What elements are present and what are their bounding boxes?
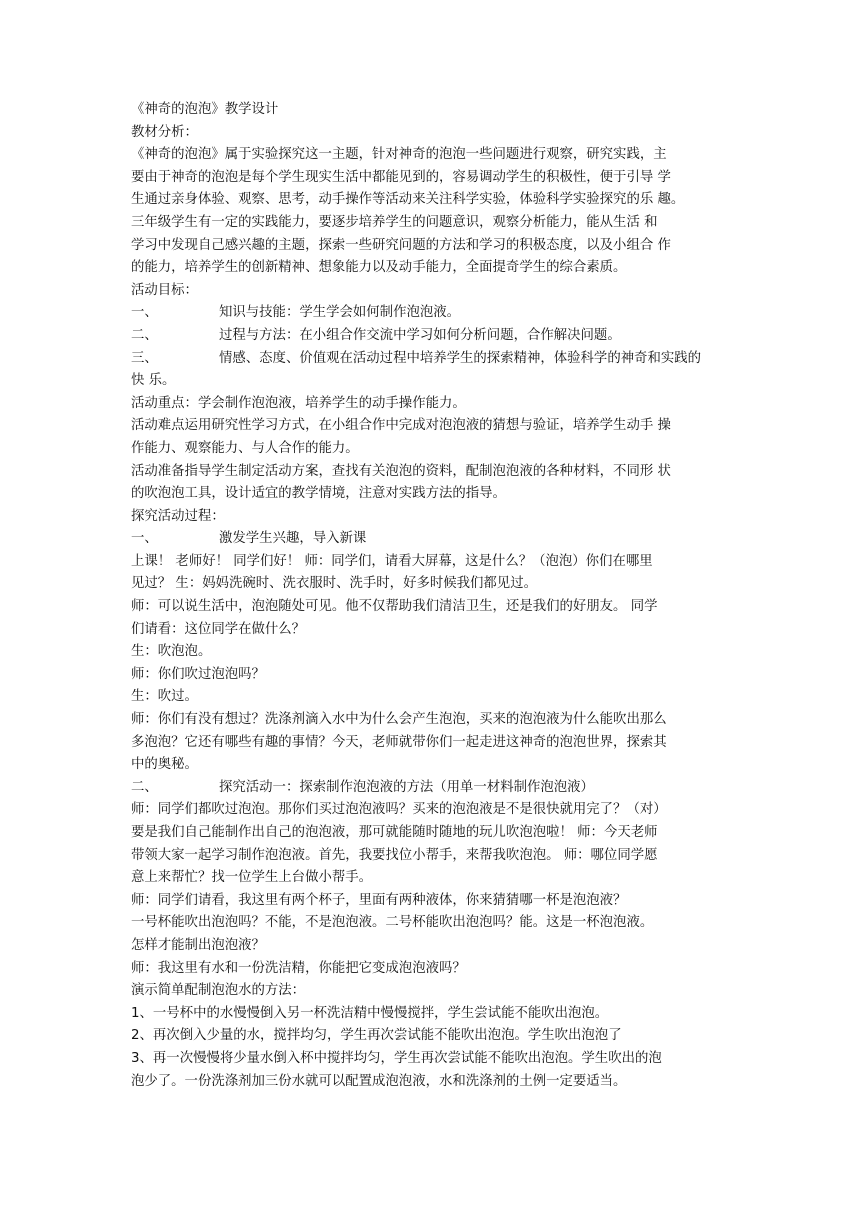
dialogue-line: 们请看：这位同学在做什么？ xyxy=(131,621,306,637)
dialogue-line: 师：可以说生活中，泡泡随处可见。他不仅帮助我们清洁卫生，还是我们的好朋友。 同学 xyxy=(131,599,658,615)
dialogue-line: 多泡泡？它还有哪些有趣的事情？今天，老师就带你们一起走进这神奇的泡泡世界，探索其 xyxy=(131,734,667,750)
dialogue-line: 3、再一次慢慢将少量水倒入杯中搅拌均匀，学生再次尝试能不能吹出泡泡。学生吹出的泡 xyxy=(131,1050,662,1066)
goal-text: 过程与方法：在小组合作交流中学习如何分析问题，合作解决问题。 xyxy=(219,327,621,343)
dialogue-line: 要是我们自己能制作出自己的泡泡液，那可就能随时随地的玩儿吹泡泡啦！ 师：今天老师 xyxy=(131,825,658,840)
difficulty-line: 活动难点运用研究性学习方式，在小组合作中完成对泡泡液的猜想与验证，培养学生动手 操 xyxy=(131,418,671,434)
dialogue-line: 1、一号杯中的水慢慢倒入另一杯洗洁精中慢慢搅拌，学生尝试能不能吹出泡泡。 xyxy=(131,1005,609,1021)
dialogue-line: 师：你们吹过泡泡吗？ xyxy=(131,666,265,682)
goal-number: 三、 xyxy=(131,350,158,366)
material-line: 学习中发现自己感兴趣的主题，探索一些研究问题的方法和学习的积极态度，以及小组合 作 xyxy=(131,237,671,253)
dialogue-line: 带领大家一起学习制作泡泡液。首先，我要找位小帮手，来帮我吹泡泡。 师：哪位同学愿 xyxy=(131,847,658,863)
material-line: 的能力，培养学生的创新精神、想象能力以及动手能力，全面提奇学生的综合素质。 xyxy=(131,260,627,276)
material-line: 生通过亲身体验、观察、思考，动手操作等活动来关注科学实验，体验科学实验探究的乐 趣。 xyxy=(131,192,685,208)
document-title: 《神奇的泡泡》教学设计 xyxy=(131,102,279,117)
dialogue-line: 意上来帮忙？找一位学生上台做小帮手。 xyxy=(131,870,373,886)
dialogue-line: 师：同学们都吹过泡泡。那你们买过泡泡液吗？买来的泡泡液是不是很快就用完了？（对） xyxy=(131,802,667,818)
goal-text: 情感、态度、价值观在活动过程中培养学生的探索精神，体验科学的神奇和实践的 xyxy=(219,350,702,366)
step-text: 探究活动一：探索制作泡泡液的方法（用单一材料制作泡泡液） xyxy=(219,779,594,795)
dialogue-line: 2、再次倒入少量的水，搅拌均匀，学生再次尝试能不能吹出泡泡。学生吹出泡泡了 xyxy=(131,1028,622,1044)
dialogue-line: 怎样才能制出泡泡液？ xyxy=(131,937,265,953)
goal-number: 一、 xyxy=(131,305,158,321)
dialogue-line: 生：吹过。 xyxy=(131,689,198,705)
key-point: 活动重点：学会制作泡泡液，培养学生的动手操作能力。 xyxy=(131,395,466,411)
dialogue-line: 演示简单配制泡泡水的方法： xyxy=(131,983,306,999)
dialogue-line: 师：我这里有水和一份洗洁精，你能把它变成泡泡液吗？ xyxy=(131,960,466,976)
prep-line: 的吹泡泡工具，设计适宜的教学情境，注意对实践方法的指导。 xyxy=(131,486,506,502)
difficulty-line: 作能力、观察能力、与人合作的能力。 xyxy=(131,440,359,456)
step-text: 激发学生兴趣，导入新课 xyxy=(219,531,367,547)
step-number: 二、 xyxy=(131,779,158,795)
process-step xyxy=(131,777,731,800)
section-heading-goals: 活动目标： xyxy=(131,282,198,298)
dialogue-line: 生：吹泡泡。 xyxy=(131,644,212,660)
step-number: 一、 xyxy=(131,531,158,547)
dialogue-line: 中的奥秘。 xyxy=(131,757,198,773)
document-page xyxy=(131,99,731,1093)
section-heading-material: 教材分析： xyxy=(131,124,198,140)
goal-text: 知识与技能：学生学会如何制作泡泡液。 xyxy=(219,305,461,321)
material-line: 《神奇的泡泡》属于实验探究这一主题，针对神奇的泡泡一些问题进行观察，研究实践，主 xyxy=(131,147,667,163)
goal-item xyxy=(131,302,731,325)
dialogue-line: 一号杯能吹出泡泡吗？不能，不是泡泡液。二号杯能吹出泡泡吗？能。这是一杯泡泡液。 xyxy=(131,915,654,931)
dialogue-line: 师：你们有没有想过？洗涤剂滴入水中为什么会产生泡泡，买来的泡泡液为什么能吹出那么 xyxy=(131,712,667,728)
dialogue-line: 泡少了。一份洗涤剂加三份水就可以配置成泡泡液，水和洗涤剂的土例一定要适当。 xyxy=(131,1073,627,1089)
goal-number: 二、 xyxy=(131,327,158,343)
section-heading-process: 探究活动过程： xyxy=(131,508,225,524)
goal-item xyxy=(131,348,731,371)
dialogue-line: 见过？ 生：妈妈洗碗时、洗衣服时、洗手时，好多时候我们都见过。 xyxy=(131,576,537,592)
goal-continuation: 快 乐。 xyxy=(131,373,176,389)
material-line: 要由于神奇的泡泡是每个学生现实生活中都能见到的，容易调动学生的积极性，便于引导 学 xyxy=(131,169,671,185)
goal-item xyxy=(131,325,731,348)
process-step xyxy=(131,528,731,551)
dialogue-line: 上课！ 老师好！ 同学们好！ 师：同学们，请看大屏幕，这是什么？（泡泡）你们在哪里 xyxy=(131,553,653,569)
prep-line: 活动准备指导学生制定活动方案，查找有关泡泡的资料，配制泡泡液的各种材料，不同形 状 xyxy=(131,463,671,479)
material-line: 三年级学生有一定的实践能力，要逐步培养学生的问题意识，观察分析能力，能从生活 和 xyxy=(131,214,658,230)
dialogue-line: 师：同学们请看，我这里有两个杯子，里面有两种液体，你来猜猜哪一杯是泡泡液？ xyxy=(131,892,627,908)
